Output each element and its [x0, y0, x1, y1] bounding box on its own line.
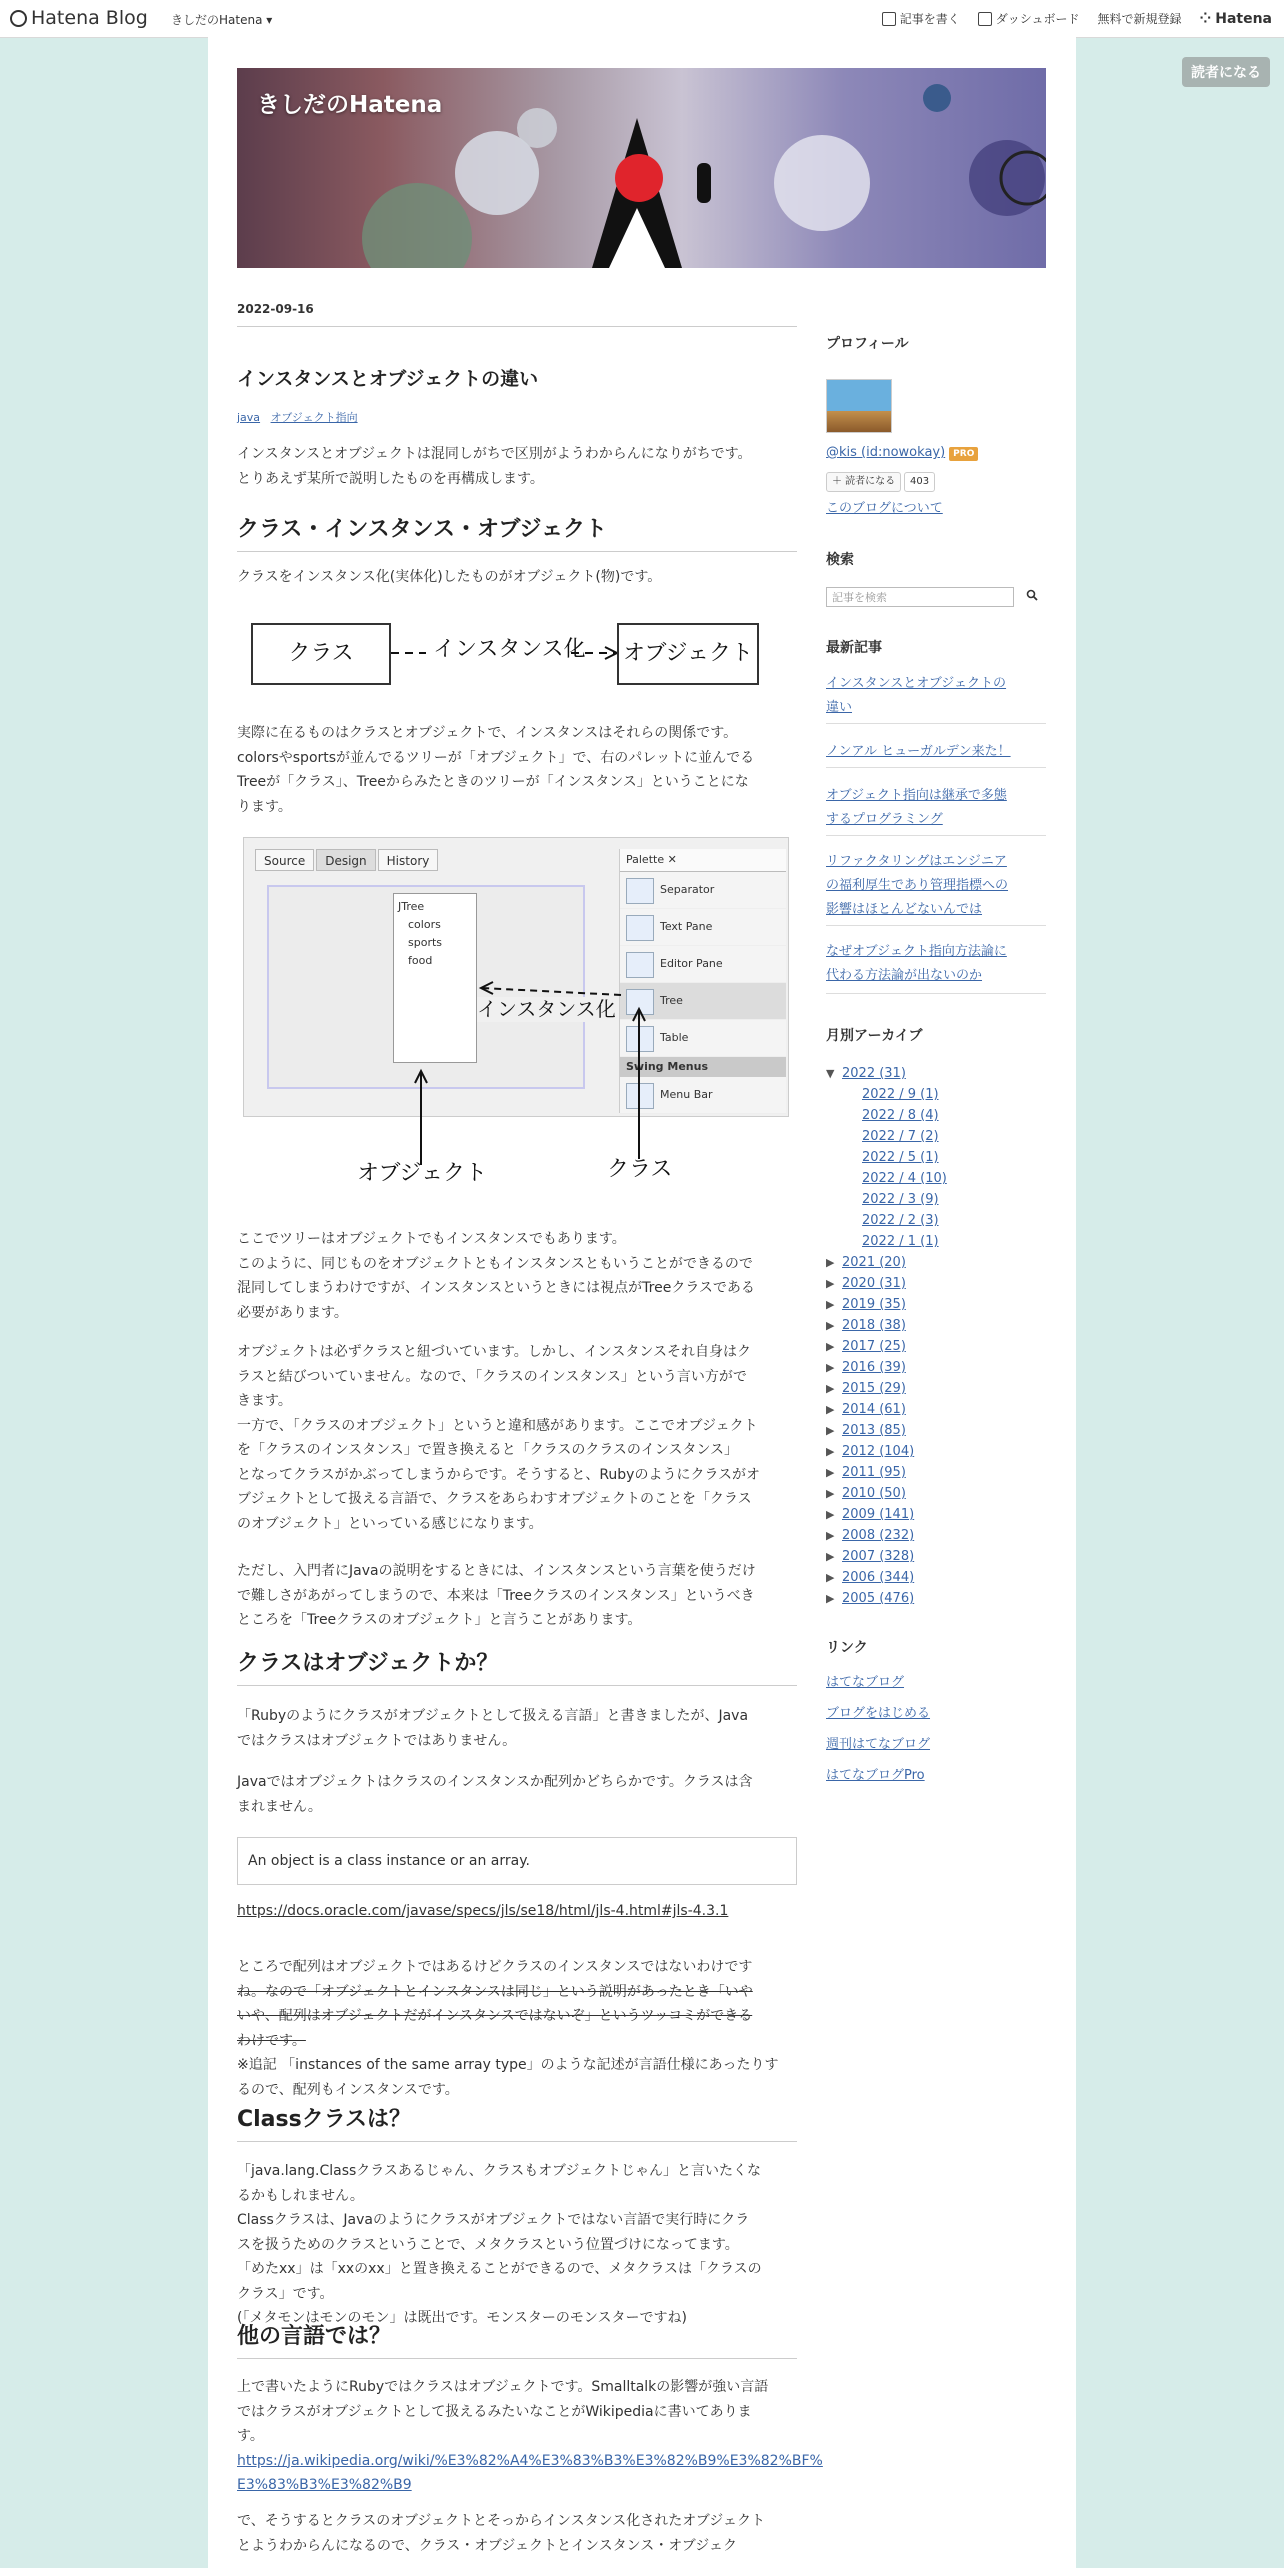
- triangle-right-icon: ▶: [826, 1403, 835, 1416]
- category-link[interactable]: オブジェクト指向: [270, 411, 358, 424]
- recent-entry-link[interactable]: ノンアル ヒューガルデン来た！: [826, 744, 1011, 759]
- archive-month[interactable]: 2022 / 4 (10): [862, 1171, 947, 1186]
- hatena-pro-link[interactable]: はてなブログPro: [826, 1768, 925, 1783]
- section-heading: クラスはオブジェクトか？: [237, 1649, 797, 1686]
- archive-year[interactable]: ▶ 2011 (95): [826, 1462, 947, 1483]
- entry-categories: [237, 405, 358, 430]
- search-icon[interactable]: [1026, 589, 1038, 601]
- archive-month[interactable]: 2022 / 9 (1): [862, 1087, 939, 1102]
- pro-badge: PRO: [949, 447, 978, 461]
- paragraph: 上で書いたようにRubyではクラスはオブジェクトです。Smalltalkの影響が強い言語 ではクラスがオブジェクトとして扱えるみたいなことがWikipediaに書いてありま す。 https://ja.wikipedia.org/wiki/%E3%82%A4%E3%83%B3%E3%82%B9%E3%82%BF% E3%83%B3%E3%82%B9: [237, 2375, 797, 2498]
- struck-text: ね。なので「オブジェクトとインスタンスは同じ」という説明があったとき「いや: [237, 1983, 753, 2000]
- diagram-object-box: オブジェクト: [617, 623, 759, 685]
- triangle-right-icon: ▶: [826, 1445, 835, 1458]
- hatena-ring-icon: [10, 10, 27, 27]
- class-instance-diagram: [237, 607, 797, 697]
- paragraph: オブジェクトは必ずクラスと紐づいています。しかし、インスタンスそれ自身はク ラスと結びついていません。なので、「クラスのインスタンス」という言い方がで きます。 一方で、「クラスのオブジェクト」というと違和感があります。ここでオブジェクト を「クラスのインスタンス」で置き換えると「クラスのクラスのインスタンス」 となってクラスがかぶってしまうからです。そうすると、Rubyのようにクラスがオ ブジェクトとして扱える言語で、クラスをあらわすオブジェクトのことを「クラス のオブジェクト」といっている感じになります。: [237, 1344, 761, 1532]
- entry-date[interactable]: 2022-09-16: [237, 297, 797, 327]
- write-entry-link[interactable]: 記事を書く: [882, 10, 960, 27]
- paragraph: で、そうするとクラスのオブジェクトとそっからインスタンス化されたオブジェクト とようわからんになるので、クラス・オブジェクトとインスタンス・オブジェク: [237, 2513, 765, 2554]
- triangle-right-icon: ▶: [826, 1466, 835, 1479]
- triangle-right-icon: ▶: [826, 1319, 835, 1332]
- blog-container: [208, 37, 1076, 2568]
- profile-heading: プロフィール: [826, 336, 909, 352]
- subscribe-button[interactable]: 読者になる: [1182, 57, 1270, 87]
- triangle-right-icon: ▶: [826, 1277, 835, 1290]
- hatena-blog-logo[interactable]: Hatena Blog: [10, 7, 148, 29]
- profile-id-row: [826, 445, 978, 461]
- triangle-right-icon: ▶: [826, 1508, 835, 1521]
- dashboard-link[interactable]: ダッシュボード: [978, 10, 1080, 27]
- triangle-right-icon: ▶: [826, 1592, 835, 1605]
- archive-year[interactable]: ▶ 2007 (328): [826, 1546, 947, 1567]
- triangle-right-icon: ▶: [826, 1256, 835, 1269]
- archive-year[interactable]: ▶ 2009 (141): [826, 1504, 947, 1525]
- recent-entry-link[interactable]: リファクタリングはエンジニア の福利厚生であり管理指標への 影響はほとんどないんでは: [826, 854, 1009, 917]
- jls-link[interactable]: https://docs.oracle.com/javase/specs/jls/se18/html/jls-4.html#jls-4.3.1: [237, 1903, 729, 1919]
- section-heading: 他の言語では？: [237, 2322, 797, 2359]
- netbeans-screenshot: [237, 837, 797, 1197]
- about-link[interactable]: このブログについて: [826, 501, 943, 516]
- struck-text: いや、配列はオブジェクトだがインスタンスではないぞ」というツッコミができる: [237, 2008, 753, 2024]
- archive-year[interactable]: ▶ 2015 (29): [826, 1378, 947, 1399]
- archive-month[interactable]: 2022 / 8 (4): [862, 1108, 939, 1123]
- global-header: [0, 0, 1284, 38]
- triangle-down-icon: ▼: [826, 1067, 835, 1080]
- archive-year[interactable]: ▶ 2005 (476): [826, 1588, 947, 1609]
- archive-year[interactable]: ▶ 2014 (61): [826, 1399, 947, 1420]
- section-heading: Classクラスは？: [237, 2105, 797, 2142]
- archive-month[interactable]: 2022 / 5 (1): [862, 1150, 939, 1165]
- ide-tabs: Source Design History: [255, 849, 438, 871]
- archive-year[interactable]: ▶ 2012 (104): [826, 1441, 947, 1462]
- signup-link[interactable]: 無料で新規登録: [1097, 12, 1182, 26]
- intro-paragraph: インスタンスとオブジェクトは混同しがちで区別がようわからんになりがちです。 とりあえず某所で説明したものを再構成します。: [237, 446, 752, 487]
- start-blog-link[interactable]: ブログをはじめる: [826, 1706, 931, 1721]
- instantiation-label: インスタンス化: [477, 997, 616, 1021]
- archive-year[interactable]: ▶ 2008 (232): [826, 1525, 947, 1546]
- archive-year[interactable]: ▶ 2019 (35): [826, 1294, 947, 1315]
- wikipedia-link[interactable]: E3%83%B3%E3%82%B9: [237, 2477, 412, 2493]
- hatena-link[interactable]: ⁘ Hatena: [1199, 10, 1272, 27]
- paragraph: クラスをインスタンス化(実体化)したものがオブジェクト(物)です。: [237, 569, 662, 585]
- recent-heading: 最新記事: [826, 640, 882, 656]
- triangle-right-icon: ▶: [826, 1298, 835, 1311]
- section-heading: クラス・インスタンス・オブジェクト: [237, 515, 797, 552]
- hatena-blog-link[interactable]: はてなブログ: [826, 1675, 905, 1690]
- object-label: オブジェクト: [357, 1161, 488, 1186]
- weekly-hatena-link[interactable]: 週刊はてなブログ: [826, 1737, 931, 1752]
- pencil-icon: [882, 12, 896, 26]
- hatena-dots-icon: ⁘: [1199, 10, 1212, 27]
- triangle-right-icon: ▶: [826, 1571, 835, 1584]
- paragraph: ここでツリーはオブジェクトでもインスタンスでもあります。 このように、同じものをオブジェクトともインスタンスともいうことができるので 混同してしまうわけですが、インスタンスというときには視点がTreeクラスである 必要があります。: [237, 1231, 755, 1321]
- palette-panel: Palette ✕ Separator Text Pane Editor Pane Tree Table Swing Menus Menu Bar: [619, 849, 786, 1113]
- category-link[interactable]: java: [237, 411, 261, 424]
- archive-list: [826, 1063, 947, 1609]
- avatar[interactable]: [826, 379, 892, 433]
- recent-entry-link[interactable]: インスタンスとオブジェクトの 違い: [826, 676, 1007, 715]
- archive-year[interactable]: ▶ 2016 (39): [826, 1357, 947, 1378]
- wikipedia-link[interactable]: https://ja.wikipedia.org/wiki/%E3%82%A4%E3%83%B3%E3%82%B9%E3%82%BF%: [237, 2452, 823, 2469]
- triangle-right-icon: ▶: [826, 1340, 835, 1353]
- dashboard-icon: [978, 12, 992, 26]
- blockquote: An object is a class instance or an array.: [237, 1837, 797, 1885]
- triangle-right-icon: ▶: [826, 1529, 835, 1542]
- blog-header-image: [237, 68, 1046, 268]
- triangle-right-icon: ▶: [826, 1424, 835, 1437]
- links-heading: リンク: [826, 1640, 868, 1656]
- archive-month[interactable]: 2022 / 2 (3): [862, 1213, 939, 1228]
- archive-heading: 月別アーカイブ: [826, 1028, 923, 1044]
- struck-text: わけです。: [237, 2032, 306, 2049]
- archive-year[interactable]: ▶ 2013 (85): [826, 1420, 947, 1441]
- archive-year-open[interactable]: ▼ 2022 (31): [826, 1063, 947, 1084]
- archive-year[interactable]: ▶ 2018 (38): [826, 1315, 947, 1336]
- jtree-preview: JTree colors sports food: [393, 893, 477, 1063]
- search-input[interactable]: 記事を検索: [826, 587, 1014, 607]
- entry-title[interactable]: インスタンスとオブジェクトの違い: [237, 368, 539, 390]
- recent-entry-link[interactable]: オブジェクト指向は継承で多態 するプログラミング: [826, 788, 1007, 827]
- archive-year[interactable]: ▶ 2020 (31): [826, 1273, 947, 1294]
- triangle-right-icon: ▶: [826, 1361, 835, 1374]
- paragraph: 実際に在るものはクラスとオブジェクトで、インスタンスはそれらの関係です。 colorsやsportsが並んでるツリーが「オブジェクト」で、右のパレットに並んでる Treeが「クラス」、Treeからみたときのツリーが「インスタンス」ということにな ります。: [237, 725, 755, 815]
- blog-menu[interactable]: きしだのHatena ▾: [171, 13, 273, 27]
- reader-button[interactable]: ＋ 読者になる: [826, 472, 901, 492]
- paragraph: ところで配列はオブジェクトではあるけどクラスのインスタンスではないわけです ね。なので「オブジェクトとインスタンスは同じ」という説明があったとき「いや いや、配列はオブジェクトだがインスタンスではないぞ」というツッコミができる わけです。 ※追記 「instances of the same array type」のような記述が言語仕様にあったりす るので、配列もインスタンスです。: [237, 1955, 797, 2102]
- recent-entry-link[interactable]: なぜオブジェクト指向方法論に 代わる方法論が出ないのか: [826, 944, 1007, 983]
- paragraph: 「java.lang.Classクラスあるじゃん、クラスもオブジェクトじゃん」と言いたくな るかもしれません。 Classクラスは、Javaのようにクラスがオブジェクトではない言語で実行時にクラ スを扱うためのクラスということで、メタクラスという位置づけになってます。 「めたxx」は「xxのxx」と置き換えることができるので、メタクラスは「クラスの クラス」です。 (「メタモンはモンのモン」は既出です。モンスターのモンスターですね): [237, 2163, 762, 2326]
- triangle-right-icon: ▶: [826, 1487, 835, 1500]
- profile-id-link[interactable]: @kis (id:nowokay): [826, 445, 946, 460]
- archive-year[interactable]: ▶ 2021 (20): [826, 1252, 947, 1273]
- triangle-right-icon: ▶: [826, 1550, 835, 1563]
- archive-year[interactable]: ▶ 2017 (25): [826, 1336, 947, 1357]
- archive-month[interactable]: 2022 / 1 (1): [862, 1234, 939, 1249]
- triangle-right-icon: ▶: [826, 1382, 835, 1395]
- blog-title[interactable]: きしだのHatena: [257, 92, 443, 118]
- diagram-class-box: クラス: [251, 623, 391, 685]
- class-label: クラス: [607, 1157, 673, 1182]
- paragraph: ただし、入門者にJavaの説明をするときには、インスタンスという言葉を使うだけ で難しさがあがってしまうので、本来は「Treeクラスのインスタンス」というべき ところを「Treeクラスのオブジェクト」と言うことがあります。: [237, 1563, 756, 1628]
- archive-month[interactable]: 2022 / 3 (9): [862, 1192, 939, 1207]
- paragraph: Javaではオブジェクトはクラスのインスタンスか配列かどちらかです。クラスは含 まれません。: [237, 1774, 753, 1815]
- reader-count: 403: [904, 472, 935, 492]
- paragraph: 「Rubyのようにクラスがオブジェクトとして扱える言語」と書きましたが、Java ではクラスはオブジェクトではありません。: [237, 1708, 749, 1749]
- search-heading: 検索: [826, 552, 854, 568]
- archive-year[interactable]: ▶ 2006 (344): [826, 1567, 947, 1588]
- diagram-instantiation-label: インスタンス化: [433, 637, 586, 662]
- archive-month[interactable]: 2022 / 7 (2): [862, 1129, 939, 1144]
- archive-year[interactable]: ▶ 2010 (50): [826, 1483, 947, 1504]
